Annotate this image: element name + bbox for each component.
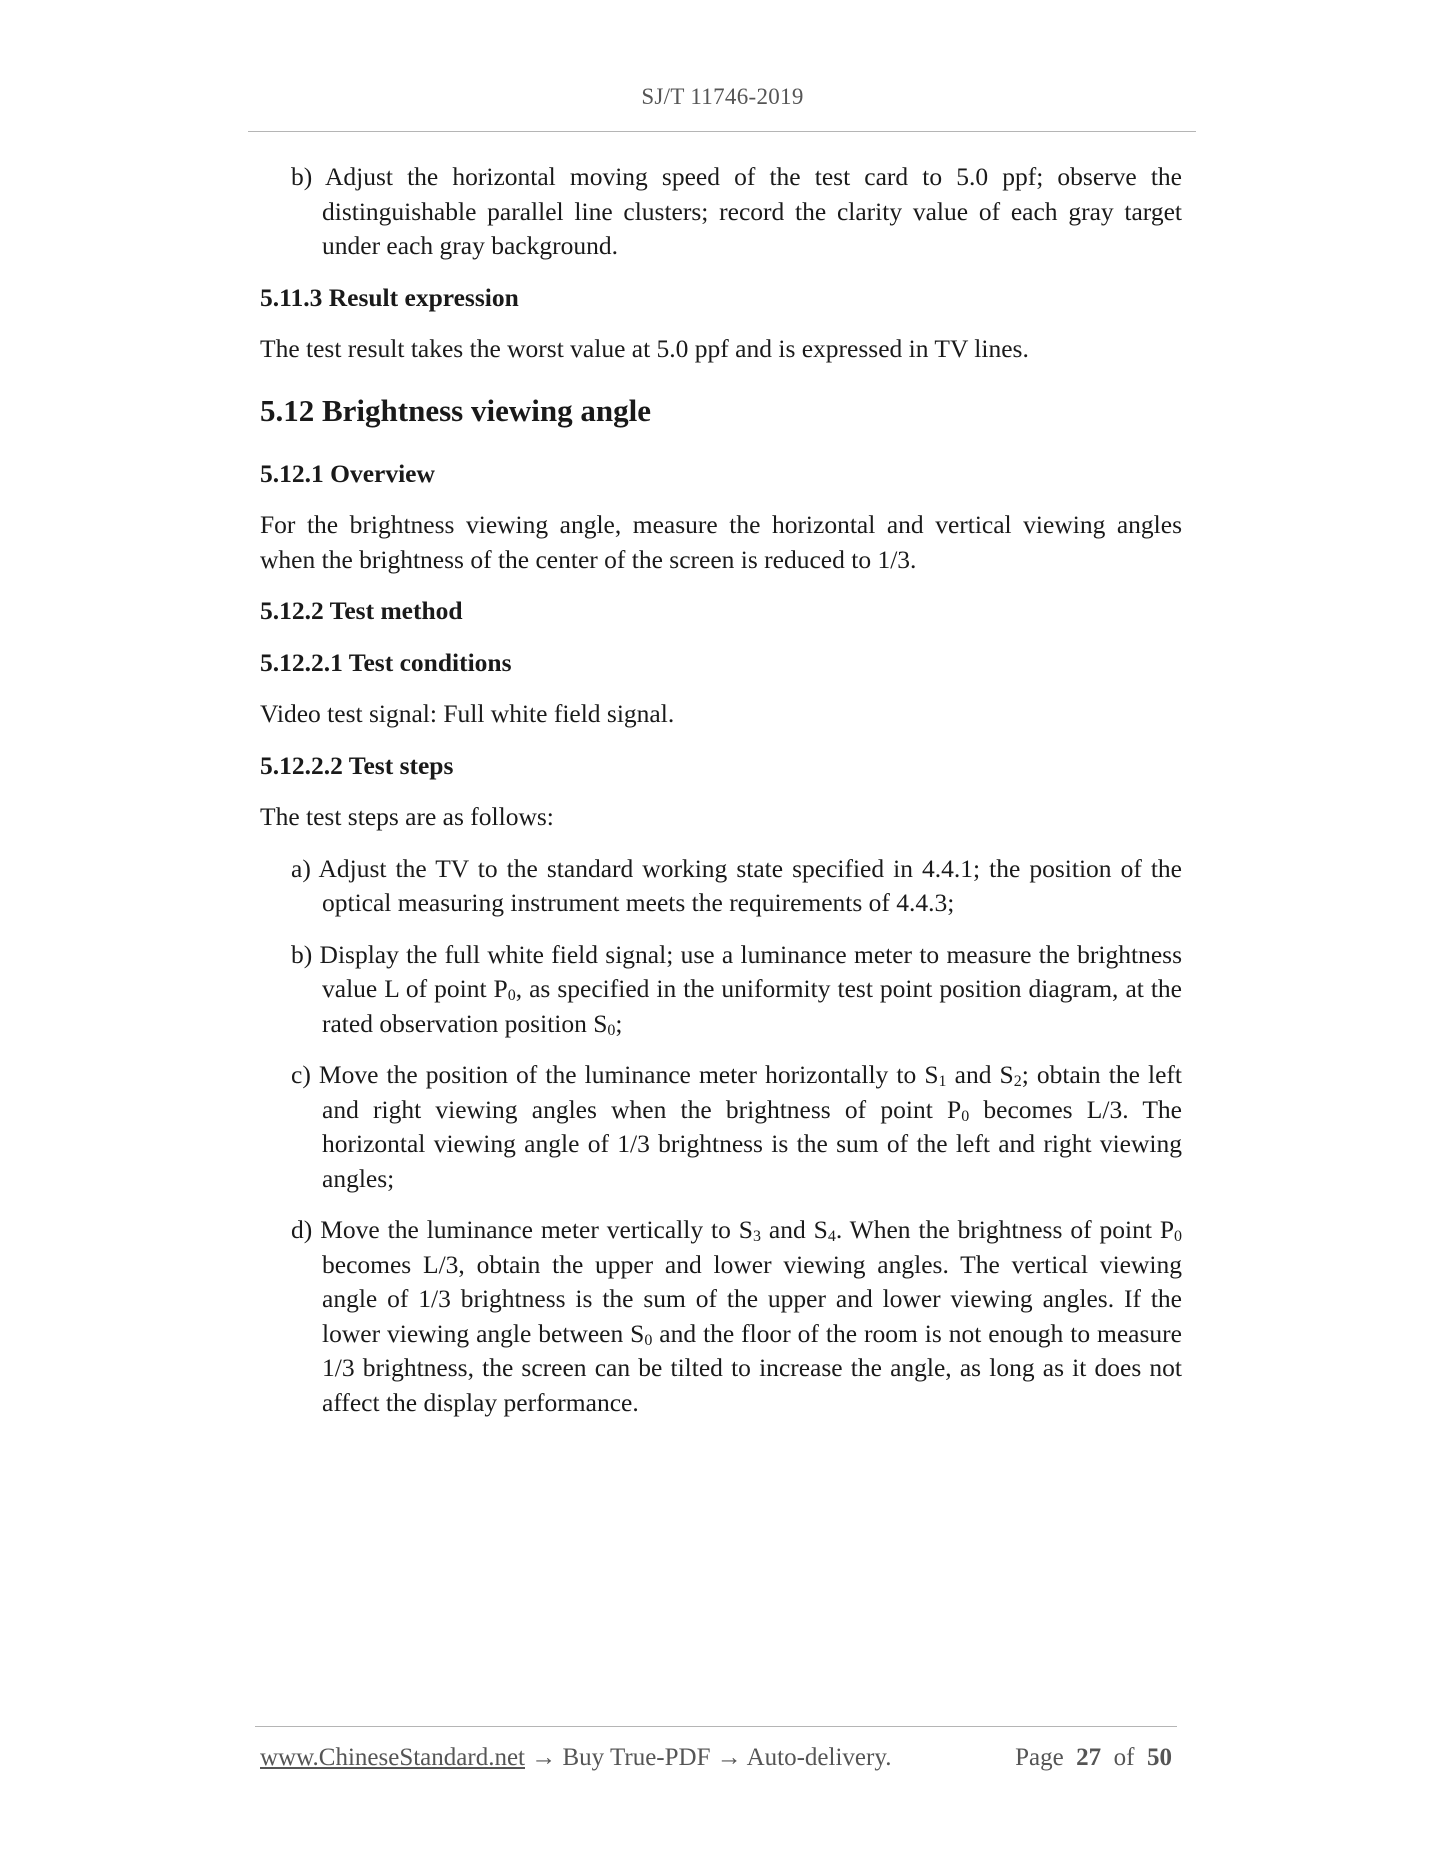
list-marker: c): [291, 1060, 311, 1089]
footer-promo-text: → Buy True-PDF → Auto-delivery.: [525, 1744, 892, 1771]
paragraph-5-12-2-2: The test steps are as follows:: [260, 802, 554, 831]
current-page: 27: [1076, 1744, 1102, 1771]
heading-5-11-3: 5.11.3 Result expression: [260, 282, 519, 312]
paragraph-5-11-3: The test result takes the worst value at 5.0 ppf and is expressed in TV lines.: [260, 334, 1029, 363]
test-step-a: [260, 852, 1182, 921]
list-marker: d): [291, 1215, 313, 1244]
list-marker: b): [291, 939, 313, 969]
heading-5-12-1: 5.12.1 Overview: [260, 458, 435, 488]
header-divider: [248, 131, 1196, 132]
footer-divider: [255, 1726, 1177, 1727]
test-step-d: d) Move the luminance meter vertically to $S_3$ and $S_4$. When the brightness of point $P_0$ becomes L/3, obtain the upper and lower viewing angles. The vertical viewing angle of 1/3 brightness is the sum of the upper and lower viewing angles. If the lower viewing angle between $S_0$ and the floor of the room is not enough to measure 1/3 brightness, the screen can be tilted to increase the angle, as long as it does not affect the display performance.: [291, 1215, 1183, 1417]
list-marker: a): [291, 853, 311, 883]
page-content: [260, 160, 1182, 1420]
list-text: Adjust the TV to the standard working state specified in 4.4.1; the position of the optical measuring instrument meets the requirements of 4.4.3;: [318, 853, 1183, 917]
total-pages: 50: [1147, 1744, 1172, 1771]
page-number: Page 27 of 50: [1015, 1744, 1172, 1771]
test-step-b: b) Display the full white field signal; use a luminance meter to measure the brightness value L of point $P_0$, as specified in the uniformity test point position diagram, at the rated observation position $S_0$;: [291, 939, 1183, 1039]
paragraph-5-12-1: For the brightness viewing angle, measure the horizontal and vertical viewing angles when the brightness of the center of the screen is reduced to 1/3.: [260, 510, 1182, 574]
website-link[interactable]: www.ChineseStandard.net: [260, 1744, 525, 1771]
heading-5-12: 5.12 Brightness viewing angle: [260, 392, 651, 428]
list-marker: b): [291, 162, 313, 191]
paragraph-5-12-2-1: Video test signal: Full white field signal.: [260, 699, 675, 728]
heading-5-12-2-2: 5.12.2.2 Test steps: [260, 750, 454, 780]
heading-5-12-2: 5.12.2 Test method: [260, 596, 463, 625]
heading-5-12-2-1: 5.12.2.1 Test conditions: [260, 647, 512, 677]
test-step-c: c) Move the position of the luminance meter horizontally to $S_1$ and $S_2$; obtain the left and right viewing angles when the brightness of point $P_0$ becomes L/3. The horizontal viewing angle of 1/3 brightness is the sum of the left and right viewing angles;: [291, 1060, 1182, 1193]
list-text: Adjust the horizontal moving speed of the test card to 5.0 ppf; observe the distinguishable parallel line clusters; record the clarity value of each gray target under each gray background.: [322, 162, 1182, 260]
footer-promo: [260, 1744, 891, 1772]
list-item-5-11-b: [260, 160, 1182, 264]
document-id-header: SJ/T 11746-2019: [641, 84, 804, 109]
